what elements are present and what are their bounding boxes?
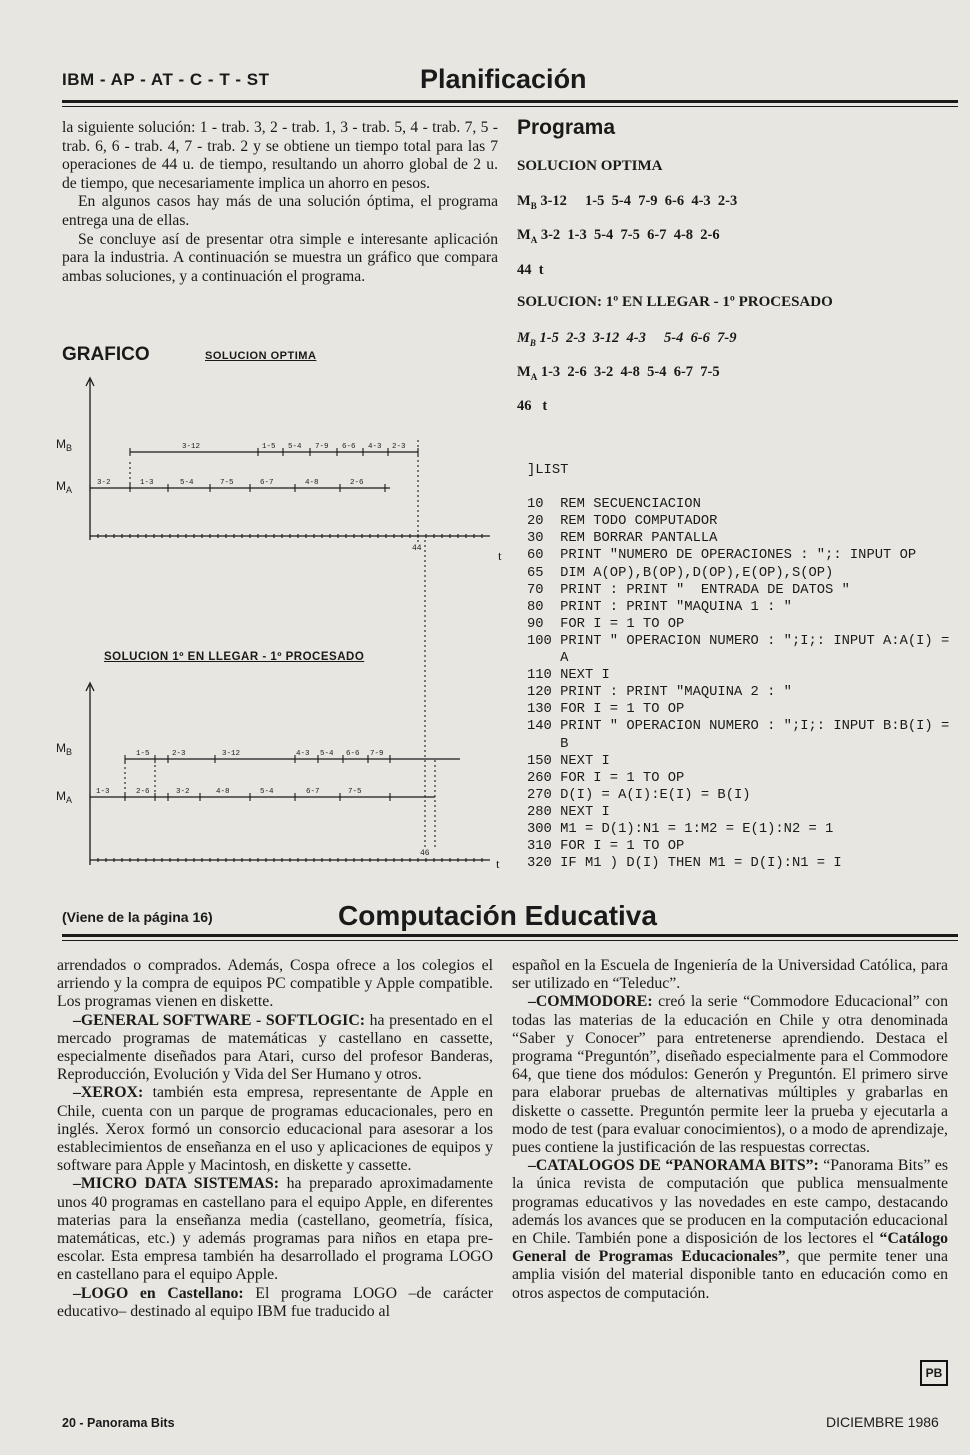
gantt-charts xyxy=(50,340,510,880)
footer-date: DICIEMBRE 1986 xyxy=(826,1414,939,1430)
chart1-mb-segment-label: 5-4 xyxy=(288,443,302,451)
code-line: 80 PRINT : PRINT "MAQUINA 1 : " xyxy=(527,599,792,615)
header-title: Planificación xyxy=(420,64,587,94)
basic-listing xyxy=(527,462,957,872)
viene-de-label: (Viene de la página 16) xyxy=(62,909,213,925)
header-rule xyxy=(62,100,958,103)
code-line: 280 NEXT I xyxy=(527,804,610,820)
code-line: 260 FOR I = 1 TO OP xyxy=(527,770,685,786)
intro-paragraph-3: Se concluye así de presentar otra simple e interesante aplicación para la industria. A continuación se muestra un gráfico que compara ambas soluciones, y a continuación el programa. xyxy=(62,230,498,285)
col1-p4: –MICRO DATA SISTEMAS: ha preparado aproximadamente unos 40 programas en castellano para el equipo Apple, en diferentes materias para la enseñanza media (castellano, geometría, física, matemáticas, etc.) y además programas para niños en etapa pre-escolar. Esta empresa también ha desarrollado el programa LOGO en castellano para el equipo Apple. xyxy=(57,1175,493,1284)
chart2-mb-segment-label: 1-5 xyxy=(136,750,150,758)
code-line: B xyxy=(527,736,569,752)
code-line: 320 IF M1 ) D(I) THEN M1 = D(I):N1 = I xyxy=(527,856,842,872)
code-line: 90 FOR I = 1 TO OP xyxy=(527,616,685,632)
intro-paragraph-2: En algunos casos hay más de una solución óptima, el programa entrega una de ellas. xyxy=(62,193,498,229)
sol-llegar-mb-row: $M_B$ 1-5 2-3 3-12 4-3 5-4 6-6 7-9 xyxy=(517,330,737,348)
grafico-heading: GRAFICO xyxy=(62,344,150,365)
code-line: ]LIST xyxy=(527,463,569,478)
code-line: 100 PRINT " OPERACION NUMERO : ";I;: INPUT A:A(I) = xyxy=(527,633,950,649)
chart2-ma-segment-label: 1-3 xyxy=(96,788,110,796)
col1-p1: arrendados o comprados. Además, Cospa ofrece a los colegios el arriendo y la compra de equipos PC compatible y Apple compatible. Los programas vienen en diskette. xyxy=(57,957,493,1011)
code-line xyxy=(527,479,957,496)
sol-optima-title: SOLUCION OPTIMA xyxy=(517,158,663,174)
chart2-mb-segment-label: 3-12 xyxy=(222,750,241,758)
article-column-2 xyxy=(512,957,948,1303)
code-line: 130 FOR I = 1 TO OP xyxy=(527,702,685,718)
chart2-ma-segment-label: 5-4 xyxy=(260,788,274,796)
programa-heading: Programa xyxy=(517,116,616,139)
section2-rule-thin xyxy=(62,940,958,941)
chart2-total: 46 xyxy=(420,849,430,858)
chart1-mb-segment-label: 1-5 xyxy=(262,443,276,451)
code-line: 65 DIM A(OP),B(OP),D(OP),E(OP),S(OP) xyxy=(527,565,834,581)
sol-llegar-total: 46 t xyxy=(517,398,548,414)
code-line: 310 FOR I = 1 TO OP xyxy=(527,839,685,855)
article-column-1 xyxy=(57,957,493,1321)
col2-p2: –COMMODORE: creó la serie “Commodore Educacional” con todas las materias de la educación en Chile y otra denominada “Saber y Conocer” para entretenerse aprendiendo. Destaca el programa “Preguntón”, diseñado especialmente para el Commodore 64, que tiene dos módulos: Generón y Preguntón. El primero sirve para elaborar pruebas de alternativas múltiples y grabarlas en diskette o cassette. Preguntón permite leer la prueba y ejecutarla a modo de test (para evaluar conocimientos), o a modo de aprendizaje, pues contiene la justificación de las respuestas correctas. xyxy=(512,993,948,1157)
chart1-mb-segment-label: 6-6 xyxy=(342,443,356,451)
col2-p1: español en la Escuela de Ingeniería de la Universidad Católica, para ser utilizado en “Teleduc”. xyxy=(512,957,948,993)
chart1-title: SOLUCION OPTIMA xyxy=(205,350,317,362)
section2-title: Computación Educativa xyxy=(338,900,657,931)
chart2-mb-segment-label: 5-4 xyxy=(320,750,334,758)
sol-optima-total: 44 t xyxy=(517,262,544,278)
chart2-mb-segment-label: 4-3 xyxy=(296,750,310,758)
chart1-mb-segment-label: 7-9 xyxy=(315,443,329,451)
footer-page-label: 20 - Panorama Bits xyxy=(62,1416,175,1430)
chart2-t-label: t xyxy=(496,856,500,871)
chart1-mb-label: $M_B$ xyxy=(56,437,73,453)
chart1-ma-segment-label: 2-6 xyxy=(350,479,364,487)
chart2-ma-segment-label: 7-5 xyxy=(348,788,362,796)
chart2-ma-segment-label: 2-6 xyxy=(136,788,150,796)
sol-optima-mb-row: $M_B$ 3-12 1-5 5-4 7-9 6-6 4-3 2-3 xyxy=(517,193,738,211)
sol-optima-ma-row: $M_A$ 3-2 1-3 5-4 7-5 6-7 4-8 2-6 xyxy=(517,227,720,245)
chart1-ma-segment-label: 4-8 xyxy=(305,479,319,487)
code-line: 10 REM SECUENCIACION xyxy=(527,497,701,513)
code-line: 70 PRINT : PRINT " ENTRADA DE DATOS " xyxy=(527,582,850,598)
col1-p5: –LOGO en Castellano: El programa LOGO –de carácter educativo– destinado al equipo IBM fue traducido al xyxy=(57,1284,493,1320)
code-line: 20 REM TODO COMPUTADOR xyxy=(527,514,718,530)
code-line: 150 NEXT I xyxy=(527,753,610,769)
section2-rule xyxy=(62,934,958,937)
code-line: 120 PRINT : PRINT "MAQUINA 2 : " xyxy=(527,685,792,701)
col2-p3: –CATALOGOS DE “PANORAMA BITS”: “Panorama Bits” es la única revista de computación que publica mensualmente programas educativos y las novedades en este campo, destacando además los avances que se producen en la computación educacional en Chile. También pone a disposición de los lectores el “Catálogo General de Programas Educacionales”, que permite tener una amplia visión del material disponible tanto en educación como en otros aspectos de computación. xyxy=(512,1157,948,1302)
sol-llegar-title: SOLUCION: 1º EN LLEGAR - 1º PROCESADO xyxy=(517,294,833,310)
chart1-mb-segment-label: 3-12 xyxy=(182,443,201,451)
col1-p2: –GENERAL SOFTWARE - SOFTLOGIC: ha presentado en el mercado programas de matemáticas y castellano en cassette, especialmente diseñados para Atari, curso del profesor Banderas, Reproducción, Evolución y Vida del Ser Humano y otros. xyxy=(57,1011,493,1084)
chart1-ma-label: $M_A$ xyxy=(56,479,73,495)
code-line: 30 REM BORRAR PANTALLA xyxy=(527,531,718,547)
code-line: 110 NEXT I xyxy=(527,668,610,684)
chart1-t-label: t xyxy=(498,548,502,563)
chart1-ma-segment-label: 1-3 xyxy=(140,479,154,487)
code-line: 60 PRINT "NUMERO DE OPERACIONES : ";: INPUT OP xyxy=(527,548,917,564)
intro-text xyxy=(62,119,498,286)
code-line: 270 D(I) = A(I):E(I) = B(I) xyxy=(527,787,751,803)
code-line: 300 M1 = D(1):N1 = 1:M2 = E(1):N2 = 1 xyxy=(527,821,834,837)
chart2-ma-segment-label: 4-8 xyxy=(216,788,230,796)
chart1-mb-segment-label: 2-3 xyxy=(392,443,406,451)
sol-llegar-ma-row: $M_A$ 1-3 2-6 3-2 4-8 5-4 6-7 7-5 xyxy=(517,364,720,382)
chart2-ma-segment-label: 6-7 xyxy=(306,788,320,796)
chart1-mb-segment-label: 4-3 xyxy=(368,443,382,451)
header-rule-thin xyxy=(62,106,958,107)
chart2-ma-label: $M_A$ xyxy=(56,789,73,805)
chart2-ma-segment-label: 3-2 xyxy=(176,788,190,796)
chart1-ma-segment-label: 7-5 xyxy=(220,479,234,487)
chart1-total: 44 xyxy=(412,544,422,553)
panorama-bits-badge: PB xyxy=(920,1360,948,1386)
chart2-mb-label: $M_B$ xyxy=(56,741,73,757)
intro-paragraph-1: la siguiente solución: 1 - trab. 3, 2 - trab. 1, 3 - trab. 5, 4 - trab. 7, 5 - trab. 6, 6 - trab. 4, 7 - trab. 2 y se obtiene un tiempo total para las 7 operaciones de 44 u. de tiempo, resultando un ahorro global de 2 u. de tiempo, que necesariamente implica un ahorro en pesos. xyxy=(62,119,498,192)
chart1-ma-segment-label: 5-4 xyxy=(180,479,194,487)
col1-p3: –XEROX: también esta empresa, representante de Apple en Chile, cuenta con un parque de programas educacionales, pero en inglés. Xerox formó un consorcio educacional para asesorar a los establecimientos de enseñanza en el uso y aplicaciones de equipos y software para Apple y Macintosh, en diskette y cassette. xyxy=(57,1084,493,1175)
code-line: 140 PRINT " OPERACION NUMERO : ";I;: INPUT B:B(I) = xyxy=(527,719,950,735)
chart2-mb-segment-label: 6-6 xyxy=(346,750,360,758)
chart2-mb-segment-label: 7-9 xyxy=(370,750,384,758)
header-section-tags: IBM - AP - AT - C - T - ST xyxy=(62,70,270,89)
code-line: A xyxy=(527,651,569,667)
chart2-title: SOLUCION 1º EN LLEGAR - 1º PROCESADO xyxy=(104,651,365,663)
chart2-mb-segment-label: 2-3 xyxy=(172,750,186,758)
chart1-ma-segment-label: 3-2 xyxy=(97,479,111,487)
chart1-ma-segment-label: 6-7 xyxy=(260,479,274,487)
